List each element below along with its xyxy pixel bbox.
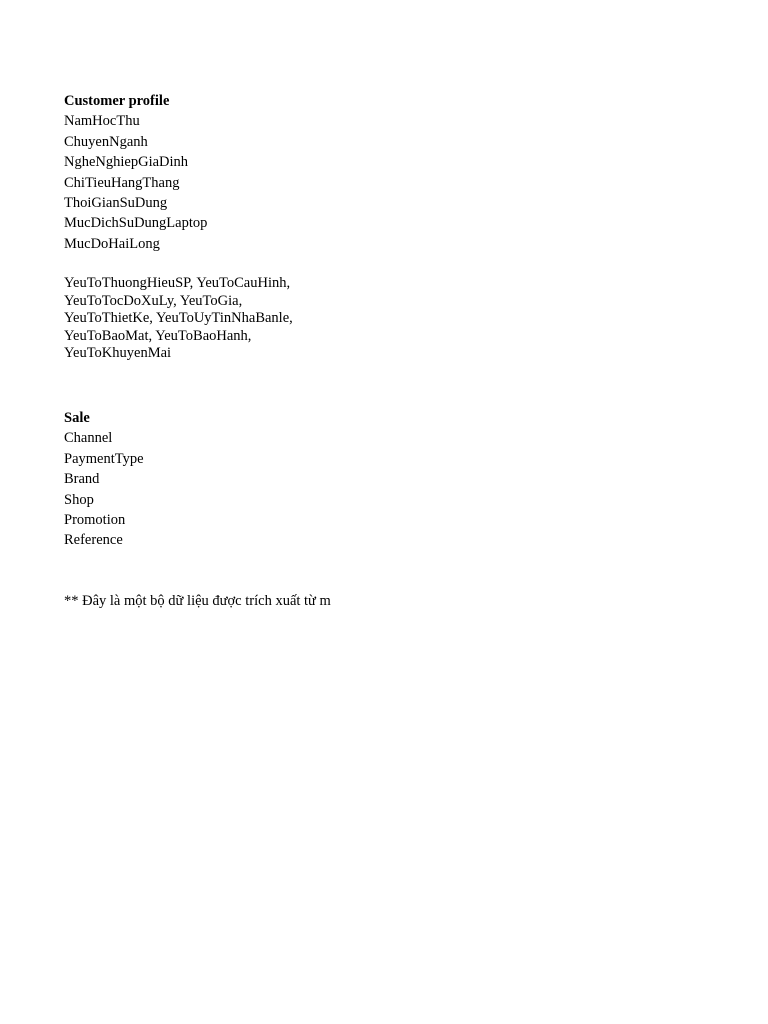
sale-field: Shop — [64, 491, 94, 508]
profile-field: ChuyenNganh — [64, 133, 148, 150]
profile-field: ChiTieuHangThang — [64, 174, 180, 191]
sale-field: PaymentType — [64, 450, 144, 467]
factors-line: YeuToThietKe, YeuToUyTinNhaBanle, — [64, 310, 293, 326]
customer-profile-section — [64, 91, 384, 254]
sale-field: Brand — [64, 471, 100, 488]
profile-field: MucDoHaiLong — [64, 235, 160, 252]
factors-line: YeuToTocDoXuLy, YeuToGia, — [64, 292, 243, 309]
sale-field: Channel — [64, 430, 113, 447]
sale-field: Promotion — [64, 512, 126, 529]
factors-line: YeuToKhuyenMai — [64, 345, 172, 361]
customer-profile-heading: Customer profile — [64, 93, 170, 109]
sale-heading: Sale — [64, 410, 90, 426]
factors-paragraph — [64, 275, 384, 363]
factors-line: YeuToBaoMat, YeuToBaoHanh, — [64, 327, 252, 344]
note-text: ** Đây là một bộ dữ liệu được trích xuất từ m — [64, 593, 331, 609]
profile-field: NgheNghiepGiaDinh — [64, 154, 189, 171]
sale-field: Reference — [64, 532, 123, 549]
sale-section — [64, 408, 384, 551]
profile-field: NamHocThu — [64, 113, 140, 130]
note-section — [64, 591, 384, 611]
factors-line: YeuToThuongHieuSP, YeuToCauHinh, — [64, 275, 291, 291]
profile-field: MucDichSuDungLaptop — [64, 215, 208, 232]
profile-field: ThoiGianSuDung — [64, 195, 168, 212]
